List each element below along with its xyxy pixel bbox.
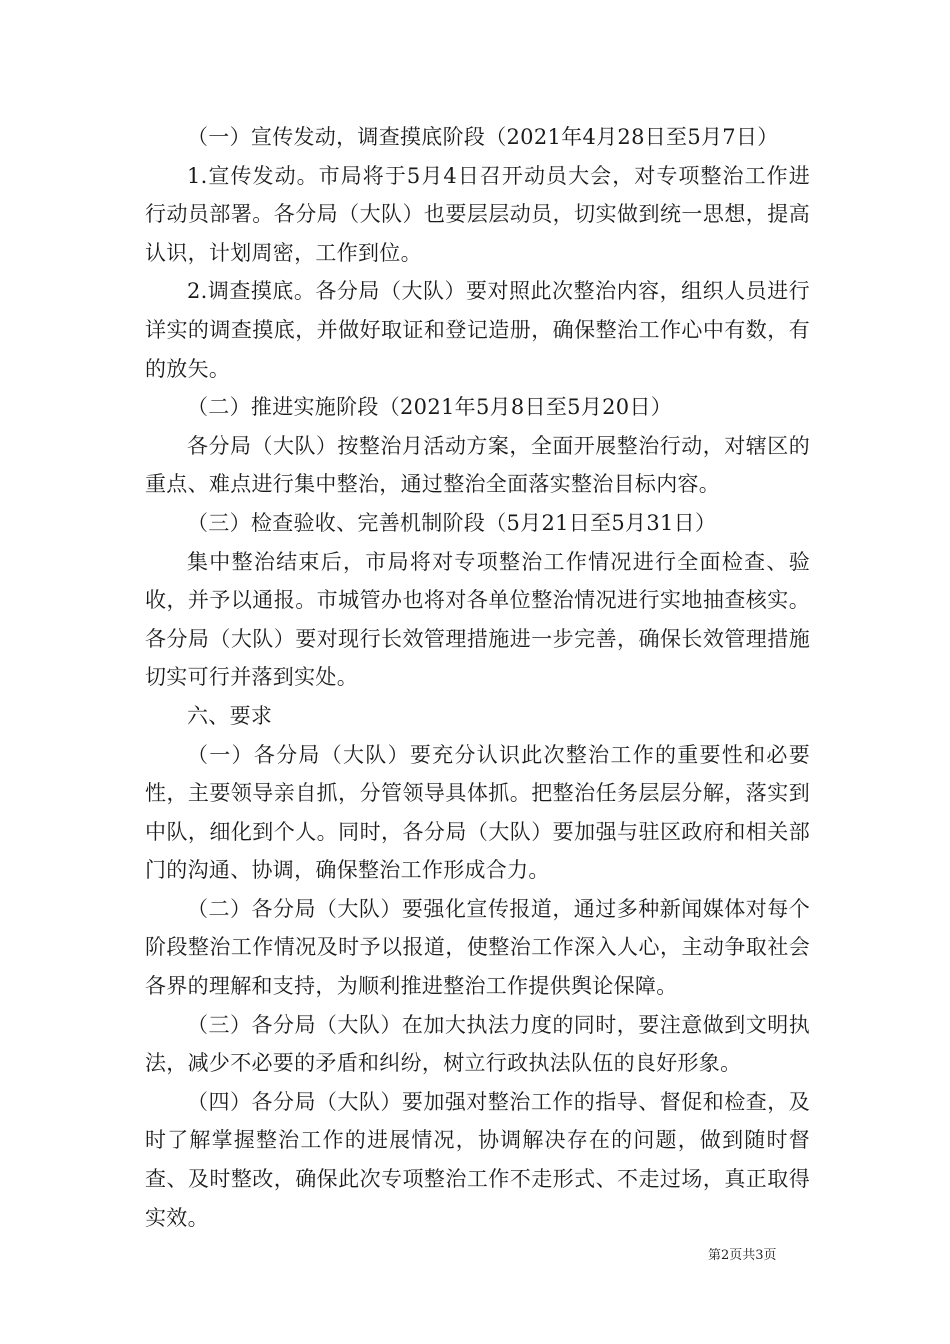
paragraph-requirement-3: （三）各分局（大队）在加大执法力度的同时，要注意做到文明执法，减少不必要的矛盾和纠纷，树立行政执法队伍的良好形象。 <box>145 1012 810 1076</box>
paragraph-inspection: 集中整治结束后，市局将对专项整治工作情况进行全面检查、验收，并予以通报。市城管办也将对各单位整治情况进行实地抽查核实。各分局（大队）要对现行长效管理措施进一步完善，确保长效管理措施切实可行并落到实处。 <box>145 549 810 690</box>
section-heading-requirements: 六、要求 <box>187 703 273 728</box>
page-number <box>708 1248 777 1264</box>
paragraph-publicity-mobilization: 1.宣传发动。市局将于5月4日召开动员大会，对专项整治工作进行动员部署。各分局（大队）也要层层动员，切实做到统一思想，提高认识，计划周密，工作到位。 <box>145 163 810 265</box>
page-number-label: 第2页共3页 <box>708 1248 777 1263</box>
paragraph-requirement-2: （二）各分局（大队）要强化宣传报道，通过多种新闻媒体对每个阶段整治工作情况及时予以报道，使整治工作深入人心，主动争取社会各界的理解和支持，为顺利推进整治工作提供舆论保障。 <box>145 896 810 999</box>
paragraph-implementation: 各分局（大队）按整治月活动方案，全面开展整治行动，对辖区的重点、难点进行集中整治，通过整治全面落实整治目标内容。 <box>145 433 810 497</box>
section-heading-publicity-stage: （一）宣传发动，调查摸底阶段（2021年4月28日至5月7日） <box>187 125 779 149</box>
paragraph-investigation: 2.调查摸底。各分局（大队）要对照此次整治内容，组织人员进行详实的调查摸底，并做好取证和登记造册，确保整治工作心中有数，有的放矢。 <box>145 279 810 381</box>
section-heading-inspection-stage: （三）检查验收、完善机制阶段（5月21日至5月31日） <box>187 510 717 535</box>
section-heading-implementation-stage: （二）推进实施阶段（2021年5月8日至5月20日） <box>187 395 673 420</box>
paragraph-requirement-1: （一）各分局（大队）要充分认识此次整治工作的重要性和必要性，主要领导亲自抓，分管领导具体抓。把整治任务层层分解，落实到中队，细化到个人。同时，各分局（大队）要加强与驻区政府和相关部门的沟通、协调，确保整治工作形成合力。 <box>145 742 810 883</box>
paragraph-requirement-4: （四）各分局（大队）要加强对整治工作的指导、督促和检查，及时了解掌握整治工作的进展情况，协调解决存在的问题，做到随时督查、及时整改，确保此次专项整治工作不走形式、不走过场，真正取得实效。 <box>145 1089 810 1230</box>
document-body <box>145 118 810 1237</box>
